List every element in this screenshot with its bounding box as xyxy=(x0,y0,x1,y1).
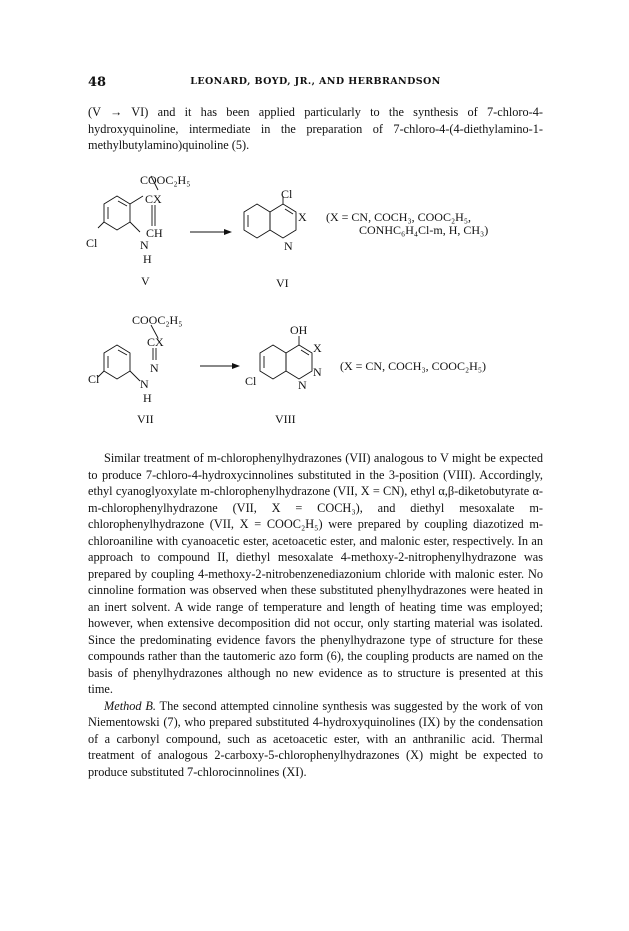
n-atom-viii-2: N xyxy=(298,378,307,392)
x-definition-1-line2: CONHC₆H₄Cl-m, H, CH₃) xyxy=(359,223,489,237)
pyridazine-ring-viii xyxy=(286,345,312,379)
x-substituent-viii: X xyxy=(313,341,322,355)
compound-label-vi: VI xyxy=(276,276,289,290)
n-atom-viii-1: N xyxy=(313,365,322,379)
method-b-text: The second attempted cinnoline synthesis was suggested by the work of von Niementowski (7), who prepared substituted 4-hydroxyquinolines (IX) by the condensation of a carbonyl compound, such as acetoacetic ester, with an anthranilic acid. Thermal treatment of analogous 2-carboxy-5-chlorophenylhydrazones (X) might be expected to produce substituted 7-chlorocinnolines (XI). xyxy=(88,698,543,779)
n-atom-vi: N xyxy=(284,239,293,253)
paragraph-similar-treatment: Similar treatment of m-chlorophenylhydrazones (VII) analogous to V might be expected to produce 7-chloro-4-hydroxycinnolines substituted in the 3-position (VIII). Accordingly, ethyl cyanoglyoxylate m-chlorophenylhydrazone (VII, X = CN), ethyl α,β-diketobutyrate α-m-chlorophenylhydrazone (VII, X = COCH₃), and diethyl mesoxalate m-chlorophenylhydrazone (VII, X = COOC₂H₅) were prepared by coupling diazotized m-chloroaniline with cyanoacetic ester, acetoacetic ester, and malonic ester, respectively. In an approach to compound II, diethyl mesoxalate 4-methoxy-2-nitrophenylhydrazone was prepared by coupling 4-methoxy-2-nitrobenzenediazonium chloride with malonic ester. No cinnoline formation was observed when these substituted phenylhydrazones were heated in an inert solvent. A wide range of temperature and length of heating time was employed; however, when extensive decomposition did not occur, only starting material was isolated. Since the predominating evidence favors the phenylhydrazone type of structure for these compounds rather than the tautomeric azo form (6), the coupling products are named on the basis of phenylhydrazones although no new evidence as to structure is presented at this time. xyxy=(88,451,543,696)
reaction-arrow-2 xyxy=(200,363,240,369)
ester-group-vii: COOC₂H₅ xyxy=(132,313,183,327)
oh-group-viii: OH xyxy=(290,323,308,337)
h-atom-vii: H xyxy=(143,391,152,405)
cl-atom-vi: Cl xyxy=(281,187,293,201)
compound-viii-structure xyxy=(260,336,312,379)
cl-atom-v: Cl xyxy=(86,236,98,250)
reaction-arrow-1 xyxy=(190,229,232,235)
reaction-schemes xyxy=(0,0,629,460)
compound-label-vii: VII xyxy=(137,412,154,426)
method-b-label: Method B. xyxy=(104,698,156,713)
compound-vi-structure xyxy=(244,196,296,238)
n-atom-vii: N xyxy=(140,377,149,391)
ch-group-v: CH xyxy=(146,226,163,240)
cl-atom-vii: Cl xyxy=(88,372,100,386)
intro-paragraph: (V → VI) and it has been applied particularly to the synthesis of 7-chloro-4-hydroxyquinoline, intermediate in the preparation of 7-chloro-4-(4-diethylamino-1-methylbutylamino)quinoline (5). xyxy=(88,105,543,152)
n-atom-v: N xyxy=(140,238,149,252)
page-number: 48 xyxy=(88,75,107,90)
body-text xyxy=(88,450,543,780)
compound-label-viii: VIII xyxy=(275,412,296,426)
running-head: LEONARD, BOYD, JR., AND HERBRANDSON xyxy=(190,76,441,87)
ester-group-v: COOC₂H₅ xyxy=(140,173,191,187)
x-definition-1-line1: (X = CN, COCH₃, COOC₂H₅, xyxy=(326,210,471,224)
x-definition-2: (X = CN, COCH₃, COOC₂H₅) xyxy=(340,359,486,373)
cx-group-vii: CX xyxy=(147,335,164,349)
x-substituent-vi: X xyxy=(298,210,307,224)
pyridine-ring-vi xyxy=(270,204,296,238)
n-atom-vii-mid: N xyxy=(150,361,159,375)
h-atom-v: H xyxy=(143,252,152,266)
paragraph-method-b xyxy=(88,698,543,781)
compound-vii-structure xyxy=(98,325,158,381)
cl-atom-viii: Cl xyxy=(245,374,257,388)
compound-label-v: V xyxy=(141,274,150,288)
cx-group-v: CX xyxy=(145,192,162,206)
